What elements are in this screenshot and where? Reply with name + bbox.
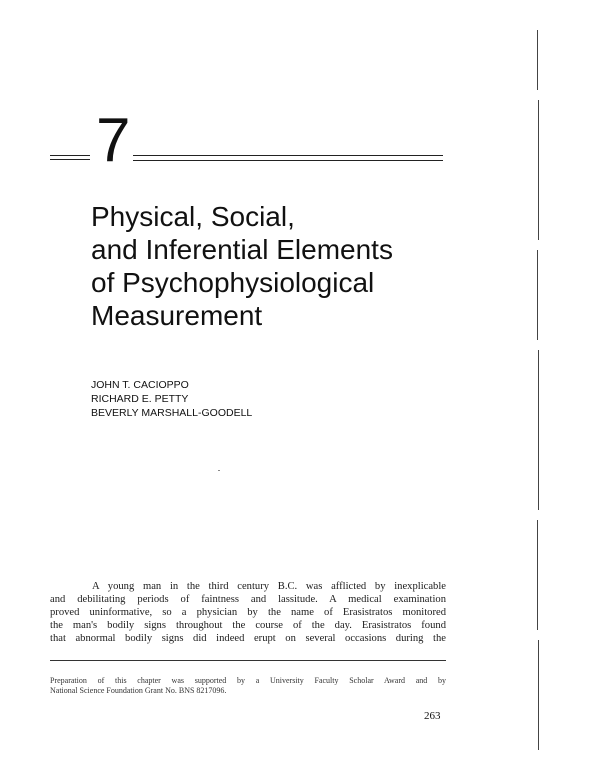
footnote-line: National Science Foundation Grant No. BNS 8217096. xyxy=(50,686,227,695)
chapter-title-line: Measurement xyxy=(91,300,263,331)
author-list xyxy=(91,378,252,420)
chapter-title-line: Physical, Social, xyxy=(91,201,295,232)
scan-speck xyxy=(218,470,220,471)
body-line: A young man in the third century B.C. was afflicted by inexplicable xyxy=(92,581,446,592)
author-name: RICHARD E. PETTY xyxy=(91,393,189,405)
chapter-title xyxy=(91,200,471,332)
body-line: and debilitating periods of faintness and lassitude. A medical examination xyxy=(50,594,446,605)
chapter-rule-right xyxy=(133,155,443,156)
chapter-title-line: of Psychophysiological xyxy=(91,267,375,298)
page-number: 263 xyxy=(424,710,441,722)
body-paragraph xyxy=(50,580,446,645)
footnote-line: Preparation of this chapter was supported by a University Faculty Scholar Award and by xyxy=(50,676,446,685)
footnote xyxy=(50,676,446,696)
chapter-rule-left-double xyxy=(50,159,90,160)
footnote-divider xyxy=(50,660,446,661)
scanned-page-edge xyxy=(537,30,540,750)
chapter-title-line: and Inferential Elements xyxy=(91,234,393,265)
author-name: BEVERLY MARSHALL-GOODELL xyxy=(91,407,253,419)
chapter-rule-left xyxy=(50,155,90,156)
body-line: proved uninformative, so a physician by the name of Erasistratos monitored xyxy=(50,607,446,618)
chapter-number: 7 xyxy=(96,106,131,175)
body-line: the man's bodily signs throughout the course of the day. Erasistratos found xyxy=(50,620,446,631)
author-name: JOHN T. CACIOPPO xyxy=(91,379,189,391)
body-line: that abnormal bodily signs did indeed erupt on several occasions during the xyxy=(50,633,446,644)
chapter-rule-right-double xyxy=(133,160,443,161)
